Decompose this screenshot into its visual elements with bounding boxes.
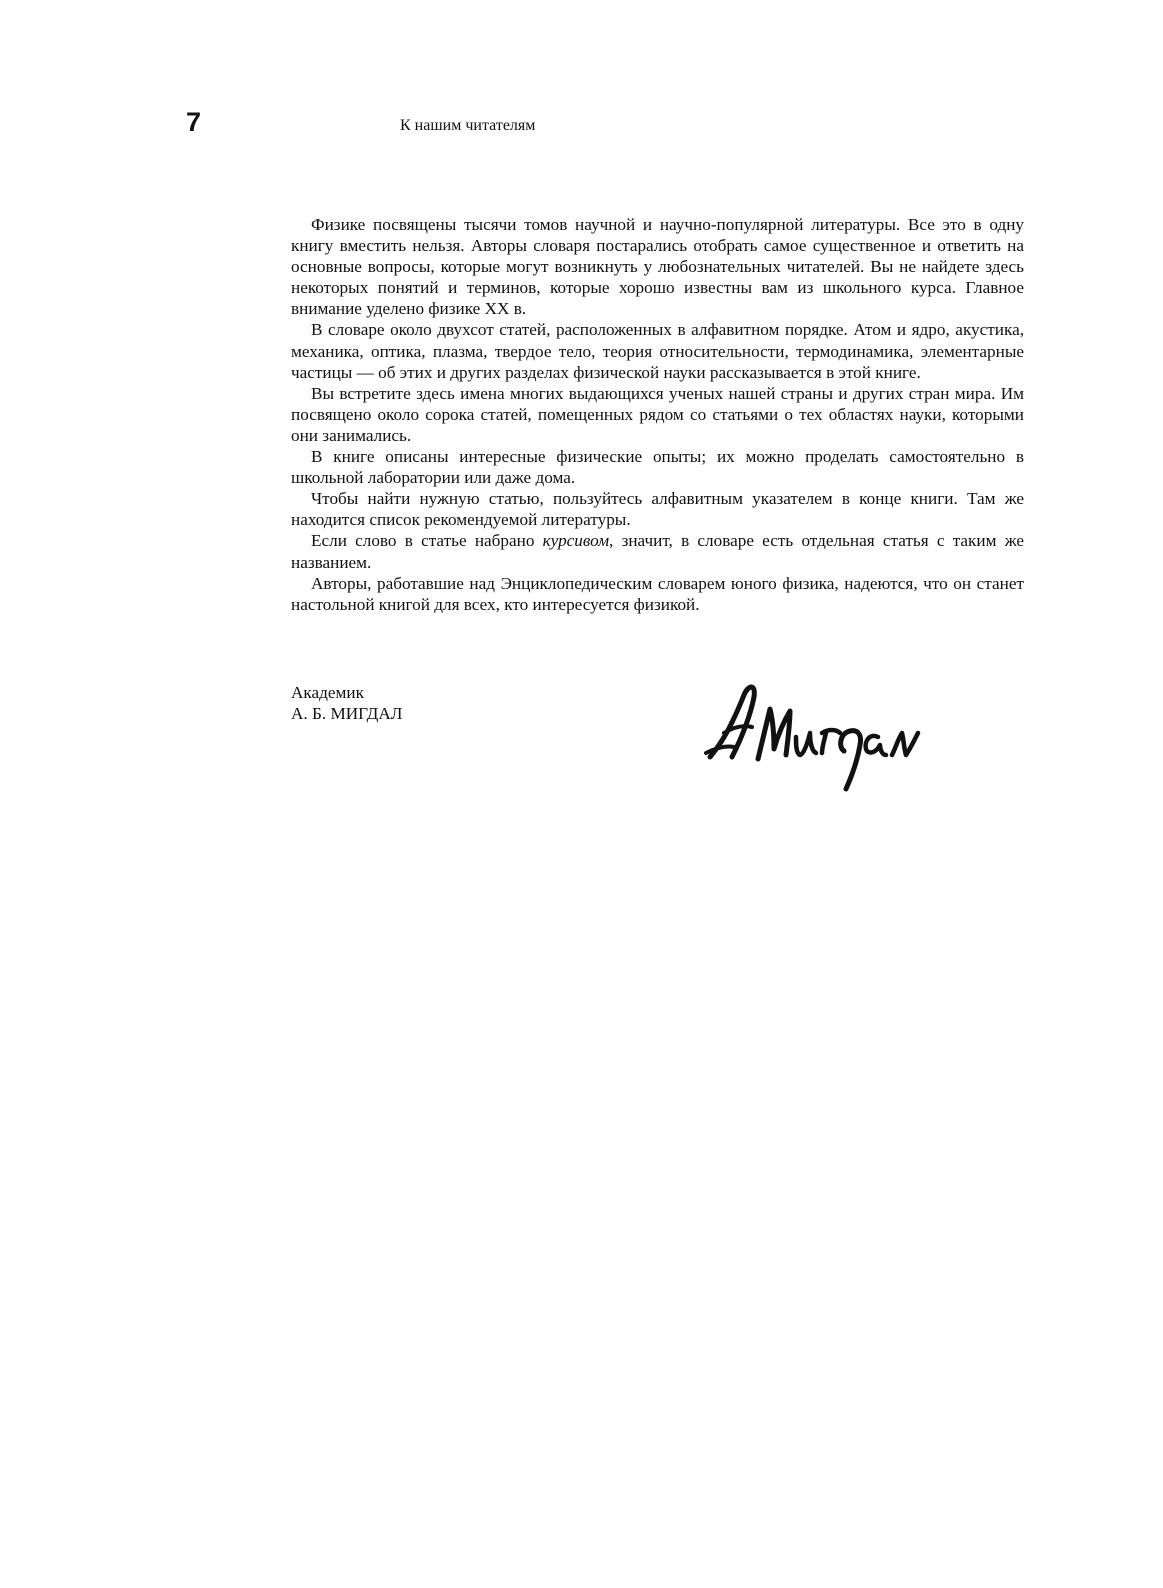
author-title: Академик bbox=[291, 683, 364, 702]
preface-text bbox=[291, 214, 1024, 615]
paragraph-6-start: Если слово в статье набрано bbox=[311, 531, 543, 551]
handwritten-signature bbox=[700, 675, 932, 797]
page-number: 7 bbox=[186, 107, 202, 137]
paragraph-6-end: , значит, в словаре есть отдельная статья с таким же названием. bbox=[291, 531, 1024, 572]
signature-block bbox=[291, 682, 402, 724]
paragraph-2: В словаре около двухсот статей, расположенных в алфавитном порядке. Атом и ядро, акустика, механика, оптика, плазма, твердое тело, теория относительности, термодинамика, элементарные частицы — об этих и других разделах физической науки рассказывается в этой книге. bbox=[291, 320, 1024, 382]
paragraph-3: Вы встретите здесь имена многих выдающихся ученых нашей страны и других стран мира. Им посвящено около сорока статей, помещенных рядом со статьями о тех областях науки, которыми они занимались. bbox=[291, 383, 1024, 445]
paragraph-4: В книге описаны интересные физические опыты; их можно проделать самостоятельно в школьной лаборатории или даже дома. bbox=[291, 447, 1024, 488]
italic-term: курсивом bbox=[542, 531, 610, 551]
running-header: К нашим читателям bbox=[400, 117, 536, 134]
paragraph-5: Чтобы найти нужную статью, пользуйтесь алфавитным указателем в конце книги. Там же находится список рекомендуемой литературы. bbox=[291, 489, 1024, 530]
paragraph-6 bbox=[291, 530, 1024, 572]
paragraph-7: Авторы, работавшие над Энциклопедическим словарем юного физика, надеются, что он станет настольной книгой для всех, кто интересуется физикой. bbox=[291, 573, 1024, 614]
paragraph-1: Физике посвящены тысячи томов научной и научно-популярной литературы. Все это в одну книгу вместить нельзя. Авторы словаря постарались отобрать самое существенное и ответить на основные вопросы, которые могут возникнуть у любознательных читателей. Вы не найдете здесь некоторых понятий и терминов, которые хорошо известны вам из школьного курса. Главное внимание уделено физике XX в. bbox=[291, 215, 1024, 319]
author-name: А. Б. МИГДАЛ bbox=[291, 704, 403, 724]
